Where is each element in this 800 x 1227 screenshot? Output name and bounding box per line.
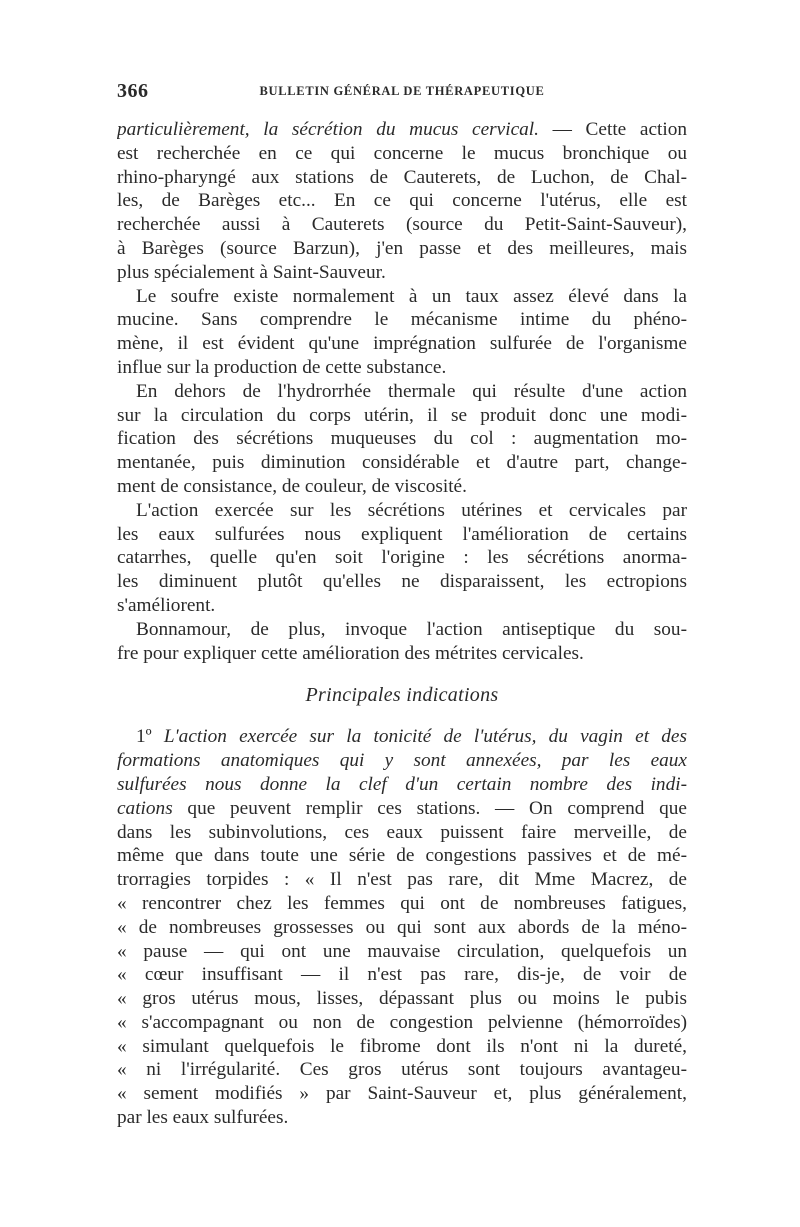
text-line: Le soufre existe normalement à un taux assez élevé dans la: [136, 285, 687, 307]
text-line: En dehors de l'hydrorrhée thermale qui résulte d'une action: [136, 380, 687, 402]
text-line: [117, 797, 687, 821]
text-line: « sement modifiés » par Saint-Sauveur et, plus généralement,: [117, 1083, 687, 1105]
text-line: est recherchée en ce qui concerne le mucus bronchique ou: [117, 142, 687, 164]
italic-run: formations anatomiques qui y sont annexées, par les eaux: [117, 750, 687, 772]
text-line: ment de consistance, de couleur, de viscosité.: [117, 475, 467, 497]
text-line: « de nombreuses grossesses ou qui sont aux abords de la méno-: [117, 916, 687, 938]
text-line: « cœur insuffisant — il n'est pas rare, dis-je, de voir de: [117, 964, 687, 986]
text-line: les, de Barèges etc... En ce qui concerne l'utérus, elle est: [117, 190, 687, 212]
text-line: « simulant quelquefois le fibrome dont ils n'ont ni la dureté,: [117, 1035, 687, 1057]
text-line: même que dans toute une série de congestions passives et de mé-: [117, 845, 687, 867]
section-heading: Principales indications: [305, 684, 499, 707]
body-text: [117, 118, 687, 1130]
text-line: mène, il est évident qu'une imprégnation sulfurée de l'organisme: [117, 333, 687, 355]
text-line: par les eaux sulfurées.: [117, 1107, 289, 1129]
text-line: [117, 773, 687, 797]
page-header: [117, 80, 687, 104]
text-line: « gros utérus mous, lisses, dépassant plus ou moins le pubis: [117, 988, 687, 1010]
text-line: les eaux sulfurées nous expliquent l'amélioration de certains: [117, 523, 687, 545]
text-line: plus spécialement à Saint-Sauveur.: [117, 261, 386, 283]
text-line: les diminuent plutôt qu'elles ne disparaissent, les ectropions: [117, 571, 687, 593]
italic-run: cations: [117, 797, 173, 819]
text-line: s'améliorent.: [117, 594, 216, 616]
text-line: fre pour expliquer cette amélioration des métrites cervicales.: [117, 642, 584, 664]
text-line: [117, 749, 687, 773]
text-line: dans les subinvolutions, ces eaux puissent faire merveille, de: [117, 821, 687, 843]
italic-run: particulièrement, la sécrétion du mucus cervical.: [117, 119, 539, 140]
text-line: sur la circulation du corps utérin, il se produit donc une modi-: [117, 404, 687, 426]
text-line: fication des sécrétions muqueuses du col : augmentation mo-: [117, 428, 687, 450]
text-line: rhino-pharyngé aux stations de Cauterets, de Luchon, de Chal-: [117, 166, 687, 188]
text-run: que peuvent remplir ces stations. — On comprend que: [172, 797, 687, 819]
text-line: « ni l'irrégularité. Ces gros utérus sont toujours avantageu-: [117, 1059, 687, 1081]
text-line: mucine. Sans comprendre le mécanisme intime du phéno-: [117, 309, 687, 331]
text-line: trorragies torpides : « Il n'est pas rare, dit Mme Macrez, de: [117, 869, 687, 891]
spacer: [117, 708, 687, 725]
text-line: Bonnamour, de plus, invoque l'action antiseptique du sou-: [136, 618, 687, 640]
text-line: « s'accompagnant ou non de congestion pelvienne (hémorroïdes): [117, 1011, 687, 1033]
text-line: à Barèges (source Barzun), j'en passe et des meilleures, mais: [117, 237, 687, 259]
italic-run: L'action exercée sur la tonicité de l'utérus, du vagin et des: [163, 726, 687, 748]
text-line: « pause — qui ont une mauvaise circulation, quelquefois un: [117, 940, 687, 962]
running-title: BULLETIN GÉNÉRAL DE THÉRAPEUTIQUE: [259, 84, 545, 98]
spacer: [117, 665, 687, 682]
page-number: 366: [117, 80, 149, 102]
italic-run: sulfurées nous donne la clef d'un certain nombre des indi-: [117, 773, 687, 795]
item-number: 1º: [136, 726, 164, 748]
text-line: « rencontrer chez les femmes qui ont de nombreuses fatigues,: [117, 892, 687, 914]
text-line: [117, 118, 687, 142]
text-line: recherchée aussi à Cauterets (source du Petit-Saint-Sauveur),: [117, 214, 687, 236]
text-line: influe sur la production de cette substance.: [117, 356, 447, 378]
text-line: L'action exercée sur les sécrétions utérines et cervicales par: [136, 499, 687, 521]
text-line: [117, 725, 687, 749]
text-line: catarrhes, quelle qu'en soit l'origine : les sécrétions anorma-: [117, 547, 687, 569]
text-run: — Cette action: [538, 119, 687, 140]
text-line: mentanée, puis diminution considérable et d'autre part, change-: [117, 452, 687, 474]
